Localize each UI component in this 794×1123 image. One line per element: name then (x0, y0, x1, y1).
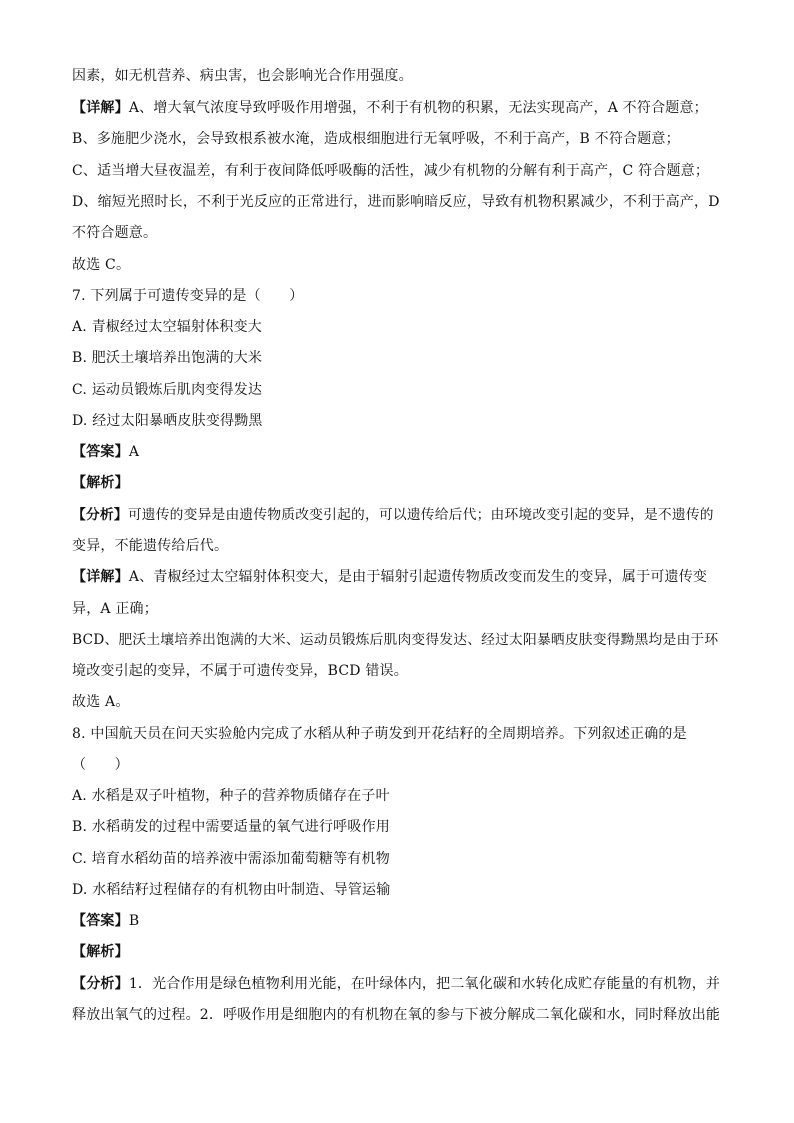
text-line (72, 567, 707, 587)
option-b: B. 水稻萌发的过程中需要适量的氧气进行呼吸作用 (72, 819, 390, 835)
text-line: 不符合题意。 (72, 225, 158, 241)
answer-line (72, 911, 139, 931)
text-line (72, 98, 708, 118)
line-text: A、增大氧气浓度导致呼吸作用增强，不利于有机物的积累，无法实现高产，A 不符合题意； (128, 100, 708, 116)
text-line: 变异，不能遗传给后代。 (72, 538, 229, 554)
section-tag-fenxi: 【分析】 (72, 976, 129, 992)
section-tag-answer: 【答案】 (72, 913, 129, 929)
text-line (72, 505, 714, 525)
question-8-bracket: （ ） (72, 757, 129, 773)
text-line: 境改变引起的变异，不属于可遗传变异，BCD 错误。 (72, 663, 408, 679)
text-line: 释放出氧气的过程。2．呼吸作用是细胞内的有机物在氧的参与下被分解成二氧化碳和水，同时释放出能 (72, 1007, 721, 1023)
answer-value: A (128, 444, 140, 460)
section-tag-answer: 【答案】 (72, 444, 129, 460)
conclusion-line: 故选 C。 (72, 257, 131, 273)
section-tag-detail: 【详解】 (72, 569, 129, 585)
section-tag-detail: 【详解】 (72, 100, 129, 116)
option-c: C. 培育水稻幼苗的培养液中需添加葡萄糖等有机物 (72, 851, 390, 867)
text-line: BCD、肥沃土壤培养出饱满的大米、运动员锻炼后肌肉变得发达、经过太阳暴晒皮肤变得黝黑均是由于环 (72, 632, 719, 648)
line-text: A、青椒经过太空辐射体积变大，是由于辐射引起遗传物质改变而发生的变异，属于可遗传变 (128, 569, 708, 585)
text-line: D、缩短光照时长，不利于光反应的正常进行，进而影响暗反应，导致有机物积累减少，不利于高产，D (72, 194, 720, 210)
answer-line (72, 442, 139, 462)
line-text: 1．光合作用是绿色植物利用光能，在叶绿体内，把二氧化碳和水转化成贮存能量的有机物，并 (128, 976, 721, 992)
option-b: B. 肥沃土壤培养出饱满的大米 (72, 350, 263, 366)
text-line: B、多施肥少浇水，会导致根系被水淹，造成根细胞进行无氧呼吸，不利于高产，B 不符合题意； (72, 131, 680, 147)
question-8-stem: 8. 中国航天员在问天实验舱内完成了水稻从种子萌发到开花结籽的全周期培养。下列叙述正确的是 (72, 726, 687, 742)
text-line (72, 974, 720, 994)
option-d: D. 水稻结籽过程储存的有机物由叶制造、导管运输 (72, 882, 391, 898)
option-a: A. 水稻是双子叶植物，种子的营养物质储存在子叶 (72, 788, 390, 804)
line-text: 可遗传的变异是由遗传物质改变引起的，可以遗传给后代；由环境改变引起的变异，是不遗传的 (127, 507, 714, 523)
option-a: A. 青椒经过太空辐射体积变大 (72, 319, 263, 335)
conclusion-line: 故选 A。 (72, 694, 130, 710)
text-line: 异，A 正确； (72, 601, 158, 617)
section-tag-fenxi: 【分析】 (72, 507, 128, 523)
text-line: 因素，如无机营养、病虫害，也会影响光合作用强度。 (72, 68, 413, 84)
section-tag-analysis: 【解析】 (72, 944, 129, 960)
option-d: D. 经过太阳暴晒皮肤变得黝黑 (72, 413, 263, 429)
question-7-stem: 7. 下列属于可遗传变异的是（ ） (72, 288, 304, 304)
option-c: C. 运动员锻炼后肌肉变得发达 (72, 382, 263, 398)
section-tag-analysis: 【解析】 (72, 475, 129, 491)
text-line: C、适当增大昼夜温差，有利于夜间降低呼吸酶的活性，减少有机物的分解有利于高产，C 符合题意； (72, 163, 710, 179)
answer-value: B (128, 913, 140, 929)
analysis-heading (72, 473, 129, 493)
analysis-heading (72, 942, 129, 962)
